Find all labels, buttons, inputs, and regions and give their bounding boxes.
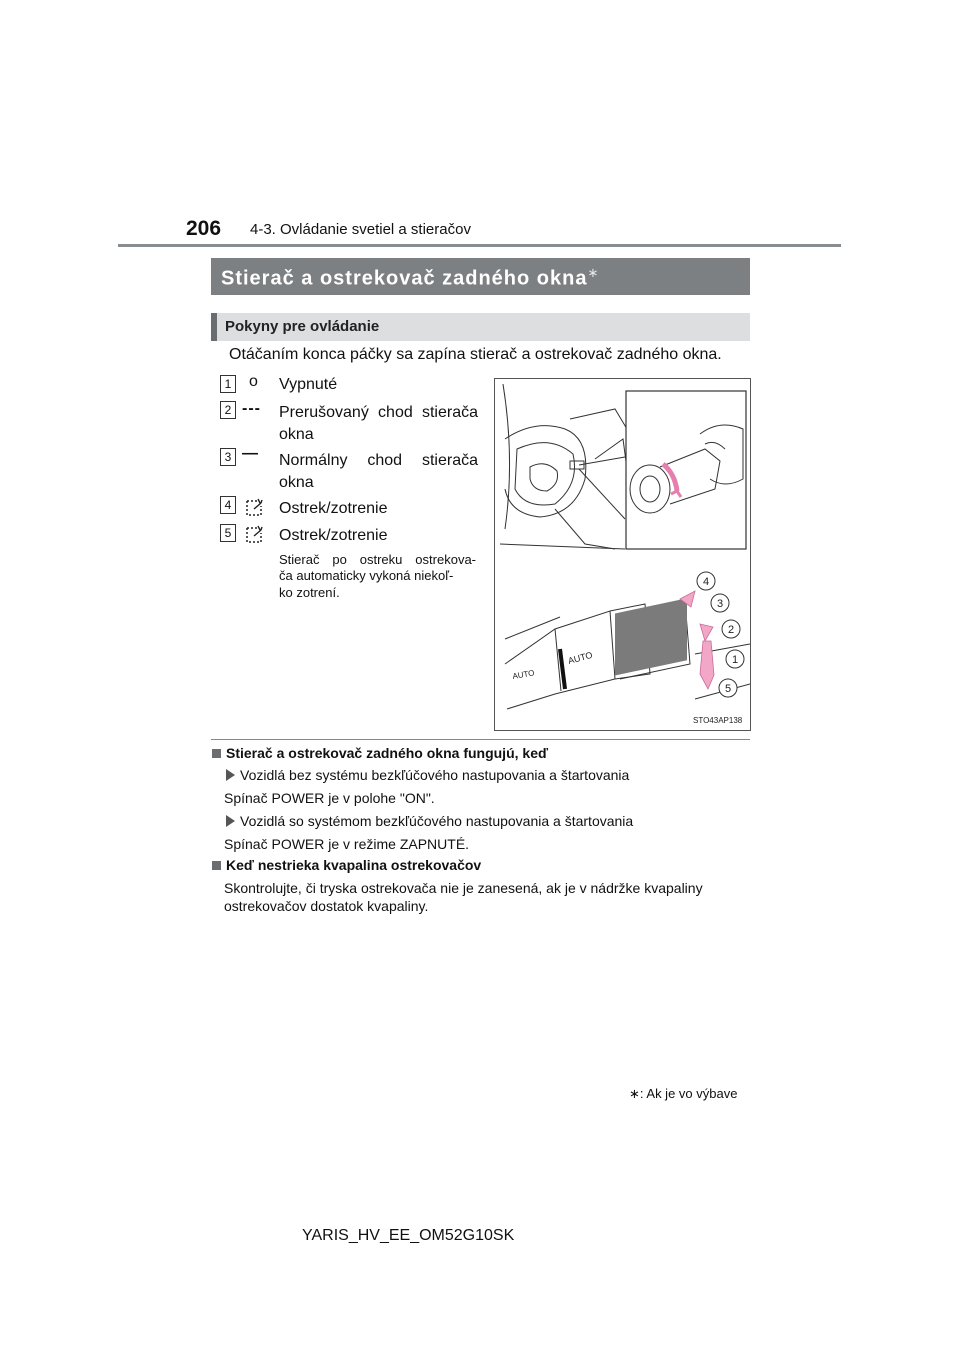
- note-condition: [226, 767, 629, 783]
- item-label-cont: okna: [279, 474, 314, 491]
- arrow-right-icon: [226, 815, 235, 827]
- document-code: YARIS_HV_EE_OM52G10SK: [302, 1227, 515, 1244]
- callout-2: 2: [727, 624, 735, 636]
- note-heading: [212, 857, 481, 873]
- callout-3: 3: [716, 598, 724, 610]
- illustration-drawing: [495, 379, 750, 730]
- wiper-lever-illustration: [494, 378, 751, 731]
- chapter-title: 4-3. Ovládanie svetiel a stieračov: [250, 221, 471, 238]
- arrow-right-icon: [226, 769, 235, 781]
- note-condition-text: Vozidlá so systémom bezkľúčového nastupovania a štartovania: [240, 813, 634, 829]
- off-position-icon: o: [249, 373, 258, 390]
- item-number: 2: [220, 401, 236, 419]
- item-label: Vypnuté: [279, 376, 338, 393]
- item-note: ča automaticky vykoná niekoľ-: [279, 568, 454, 583]
- rear-washer-icon: [244, 524, 266, 546]
- item-number: 4: [220, 496, 236, 514]
- note-condition-text: Vozidlá bez systému bezkľúčového nastupovania a štartovania: [240, 767, 630, 783]
- note-line: Spínač POWER je v polohe "ON".: [224, 790, 435, 806]
- note-heading-text: Keď nestrieka kvapalina ostrekovačov: [226, 857, 482, 873]
- subsection-title: Pokyny pre ovládanie: [225, 318, 380, 335]
- divider: [211, 739, 750, 740]
- item-note: Stierač po ostreku ostrekova-: [279, 552, 476, 567]
- item-label: Ostrek/zotrenie: [279, 500, 388, 517]
- intermittent-icon: ---: [242, 400, 261, 417]
- item-note: ko zotrení.: [279, 585, 340, 600]
- footnote: ∗: Ak je vo výbave: [629, 1086, 738, 1101]
- item-label-cont: okna: [279, 426, 314, 443]
- item-label: Ostrek/zotrenie: [279, 527, 388, 544]
- illustration-code: STO43AP138: [693, 716, 743, 725]
- note-heading: [212, 745, 548, 761]
- intro-text: Otáčaním konca páčky sa zapína stierač a ostrekovač zadného okna.: [229, 346, 722, 363]
- page-number: 206: [186, 217, 222, 240]
- auto-label: AUTO: [566, 649, 594, 666]
- header-rule: [118, 244, 841, 247]
- note-line: ostrekovačov dostatok kvapaliny.: [224, 898, 429, 914]
- item-number: 3: [220, 448, 236, 466]
- bullet-square-icon: [212, 861, 221, 870]
- callout-5: 5: [724, 683, 732, 695]
- optional-marker: ∗: [587, 265, 600, 280]
- callout-1: 1: [731, 654, 739, 666]
- bullet-square-icon: [212, 749, 221, 758]
- note-heading-text: Stierač a ostrekovač zadného okna fungujú, keď: [226, 745, 549, 761]
- rear-washer-icon: [244, 497, 266, 519]
- note-line: Skontrolujte, či tryska ostrekovača nie je zanesená, ak je v nádržke kvapaliny: [224, 880, 703, 896]
- note-line: Spínač POWER je v režime ZAPNUTÉ.: [224, 836, 470, 852]
- item-label: Prerušovaný chod stierača: [279, 404, 478, 421]
- item-number: 1: [220, 375, 236, 393]
- note-condition: [226, 813, 633, 829]
- section-title: [221, 265, 599, 291]
- item-number: 5: [220, 524, 236, 542]
- subsection-header: [211, 313, 750, 341]
- section-title-text: Stierač a ostrekovač zadného okna: [221, 267, 588, 290]
- subsection-accent: [211, 313, 217, 341]
- auto-label-lower: AUTO: [511, 668, 536, 681]
- continuous-icon: —: [242, 445, 258, 462]
- item-label: Normálny chod stierača: [279, 452, 478, 469]
- section-header: [211, 258, 750, 295]
- callout-4: 4: [702, 576, 710, 588]
